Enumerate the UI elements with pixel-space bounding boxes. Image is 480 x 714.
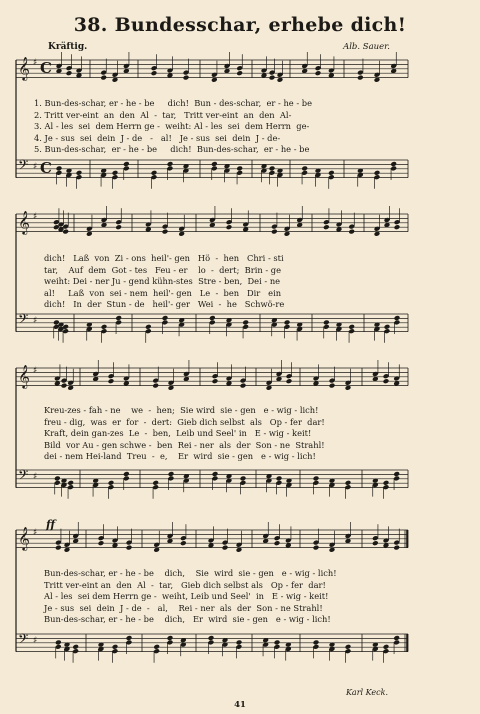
note-head <box>269 75 276 81</box>
note-head <box>393 635 400 641</box>
note-head <box>76 170 83 176</box>
time-signature-icon: C <box>40 59 52 77</box>
note-head <box>345 480 352 486</box>
note-head <box>151 70 158 76</box>
note-head <box>383 644 390 650</box>
note-head <box>274 540 281 546</box>
lyric-line: Bun-des-schar, er - he - be dich, Er wird sie - gen e - wig - lich! <box>44 614 331 624</box>
lyric-line: Bun-des-schar, er - he - be dich, Sie wird sie - gen e - wig - lich! <box>44 568 337 578</box>
lyric-line: dei - nem Hei-land Treu - e, Er wird sie - gen e - wig - lich! <box>44 451 316 461</box>
note-head <box>209 315 216 321</box>
note-head <box>301 165 308 171</box>
sharp-icon: ♯ <box>33 162 38 172</box>
final-bar-line <box>406 530 408 548</box>
note-head <box>323 319 330 325</box>
lyric-line: Al - les sei dem Herrn ge - weiht, Leib und Seel' in E - wig - keit! <box>44 591 329 601</box>
note-head <box>108 378 115 384</box>
treble-clef-icon: 𝄞 <box>18 210 30 234</box>
sharp-icon: ♯ <box>33 528 38 538</box>
note-head <box>152 383 159 389</box>
note-head <box>212 378 219 384</box>
final-bar-line <box>406 634 408 652</box>
lyric-line: weiht: Dei - ner Ju - gend kühn-stes Stre - ben, Dei - ne <box>44 276 281 286</box>
time-signature-icon: C <box>40 159 52 177</box>
sharp-icon: ♯ <box>33 636 38 646</box>
note-head <box>286 378 293 384</box>
note-head <box>180 540 187 546</box>
note-head <box>236 639 243 645</box>
lyric-line: dich! Laß von Zi - ons heil'- gen Hö - hen Chri - sti <box>44 253 284 263</box>
lyric-line: Tritt ver-eint an den Al - tar, Gieb dich selbst als Op - fer dar! <box>44 579 326 590</box>
note-head <box>271 229 278 235</box>
arranger-credit: Karl Keck. <box>345 688 388 697</box>
bass-clef-icon: 𝄢 <box>18 157 29 176</box>
note-head <box>112 170 119 176</box>
bass-clef-icon: 𝄢 <box>18 311 29 330</box>
lyric-line: tar, Auf dem Got - tes Feu - er lo - dert; Brin - ge <box>44 264 282 275</box>
note-head <box>55 639 62 645</box>
note-head <box>112 644 119 650</box>
note-head <box>393 471 400 477</box>
lyric-line: 4. Je - sus sei dein J - de - al! Je - sus sei dein J - de- <box>34 132 281 143</box>
note-head <box>151 170 158 176</box>
note-head <box>329 383 336 389</box>
note-head <box>345 644 352 650</box>
note-head <box>101 324 108 330</box>
note-head <box>183 75 190 81</box>
note-head <box>55 545 62 551</box>
note-head <box>211 161 218 167</box>
note-head <box>348 229 355 235</box>
note-head <box>242 319 249 325</box>
note-head <box>240 383 247 389</box>
note-head <box>126 635 133 641</box>
note-head <box>236 165 243 171</box>
lyric-line: freu - dig, was er for - dert: Gieb dich selbst als Op - fer dar! <box>44 416 325 427</box>
lyric-line: 5. Bun-des-schar, er - he - be dich! Bun-des-schar, er - he - be <box>34 144 310 154</box>
note-head <box>167 635 174 641</box>
note-head <box>269 165 276 171</box>
lyric-line: 2. Tritt ver-eint an den Al - tar, Tritt ver-eint an den Al- <box>34 109 292 120</box>
bass-clef-icon: 𝄢 <box>18 631 29 650</box>
note-head <box>145 324 152 330</box>
note-head <box>226 224 233 230</box>
note-head <box>98 540 105 546</box>
note-head <box>208 635 215 641</box>
lyric-line: al! Laß von sei - nem heil'- gen Le - ben Dir ein <box>44 287 282 298</box>
note-head <box>390 161 397 167</box>
note-head <box>115 224 122 230</box>
note-head <box>323 224 330 230</box>
bass-clef-icon: 𝄢 <box>18 467 29 486</box>
note-head <box>167 161 174 167</box>
note-head <box>328 170 335 176</box>
treble-clef-icon: 𝄞 <box>18 526 30 550</box>
sharp-icon: ♯ <box>33 366 38 376</box>
note-head <box>276 475 283 481</box>
lyric-line: 1. Bun-des-schar, er - he - be dich! Bun - des-schar, er - he - be <box>34 98 313 108</box>
note-head <box>394 224 401 230</box>
note-head <box>313 545 320 551</box>
tempo-marking: Kräftig. <box>48 42 88 52</box>
note-head <box>123 471 130 477</box>
note-head <box>152 480 159 486</box>
lyric-line: Kraft, dein gan-zes Le - ben, Leib und Seel' in E - wig - keit! <box>44 428 312 438</box>
note-head <box>108 480 115 486</box>
note-head <box>313 475 320 481</box>
lyric-line: Je - sus sei dein J - de - al, Rei - ner als der Son - ne Strahl! <box>44 602 323 613</box>
sharp-icon: ♯ <box>33 212 38 222</box>
note-head <box>383 378 390 384</box>
note-head <box>212 471 219 477</box>
note-head <box>54 475 61 481</box>
note-head <box>284 319 291 325</box>
note-head <box>315 70 322 76</box>
note-head <box>66 70 73 76</box>
note-head <box>384 324 391 330</box>
note-head <box>236 70 243 76</box>
note-head <box>168 471 175 477</box>
note-head <box>153 644 160 650</box>
treble-clef-icon: 𝄞 <box>18 364 30 388</box>
note-head <box>72 644 79 650</box>
note-head <box>126 545 133 551</box>
treble-clef-icon: 𝄞 <box>18 56 30 80</box>
lyric-line: 3. Al - les sei dem Herrn ge - weiht: Al - les sei dem Herrn ge- <box>34 121 310 131</box>
note-head <box>61 383 68 389</box>
note-head <box>115 315 122 321</box>
composer-credit: Alb. Sauer. <box>343 42 390 52</box>
note-head <box>394 315 401 321</box>
note-head <box>162 315 169 321</box>
page-number: 41 <box>234 700 246 710</box>
note-head <box>313 639 320 645</box>
note-head <box>67 480 74 486</box>
hymn-title: 38. Bundesschar, erhebe dich! <box>73 14 407 36</box>
note-head <box>393 545 400 551</box>
lyric-line: Kreu-zes - fah - ne we - hen; Sie wird sie - gen e - wig - lich! <box>44 405 319 415</box>
note-head <box>162 229 169 235</box>
lyric-line: dich! In der Stun - de heil'- ger Wei - he Schwö-re <box>44 299 285 309</box>
note-head <box>357 75 364 81</box>
note-head <box>240 475 247 481</box>
note-head <box>100 75 107 81</box>
dynamic-marking: ff <box>46 518 56 531</box>
lyric-line: Bild vor Au - gen schwe - ben Rei - ner als der Son - ne Strahl! <box>44 439 325 450</box>
sharp-icon: ♯ <box>33 316 38 326</box>
note-head <box>222 545 229 551</box>
note-head <box>274 639 281 645</box>
note-head <box>123 161 130 167</box>
note-head <box>372 540 379 546</box>
note-head <box>374 170 381 176</box>
note-head <box>348 324 355 330</box>
sharp-icon: ♯ <box>33 472 38 482</box>
sharp-icon: ♯ <box>33 58 38 68</box>
note-head <box>56 165 63 171</box>
note-head <box>383 480 390 486</box>
